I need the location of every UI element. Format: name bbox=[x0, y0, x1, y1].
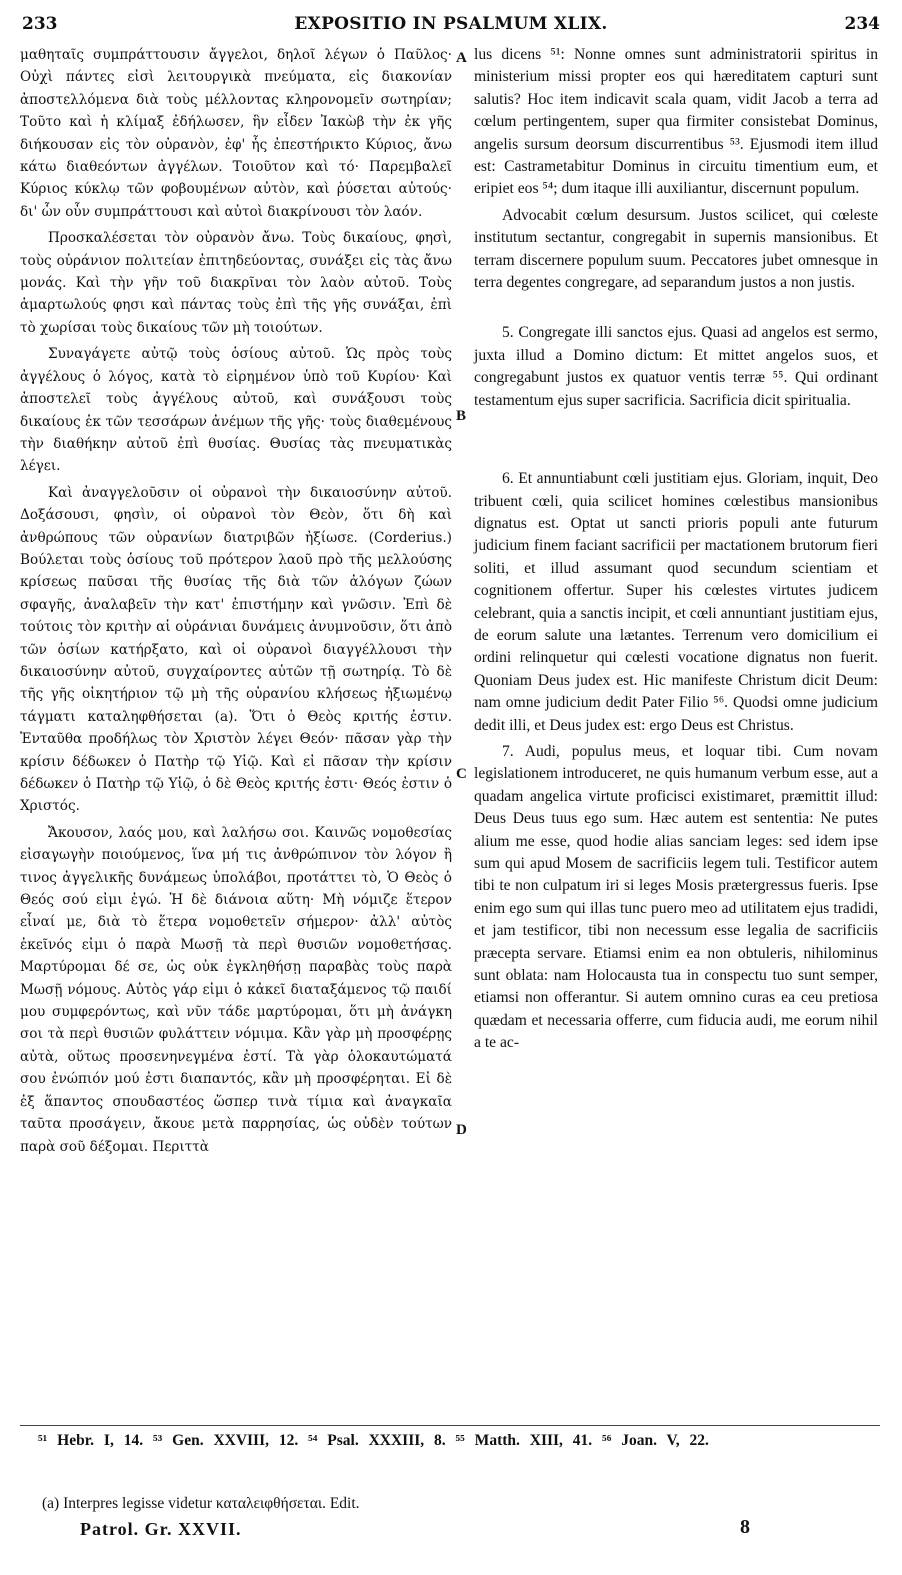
margin-marker-a: A bbox=[456, 50, 467, 66]
latin-paragraph-5: 7. Audi, populus meus, et loquar tibi. Cum novam legislationem introduceret, ne quis humanum verbum esse, aut a quadam angelica virtute proficisci existimaret, præmittit illud: Deus Deus tuus ego sum. Hæc autem est sententia: Ne putes alium me esse, quod hodie alias sanciam leges: sed idem ipse sum qui apud Mosem de sacrificiis legem tuli. Testificor autem tibi te non culpatum iri si leges Mosis prætergressus fueris. Ipse enim ego sum qui illas tunc puero meo ad utilitatem ejus tradidi, et jam testificor, tibi non necessum esse legalia de sacrificiis præcepta servare. Etiamsi enim ea non obtuleris, nihilominus sunt oblata: nam Holocausta tua in conspectu tuo sunt semper, etiamsi non offerantur. Si autem omnino curas ea ceu pretiosa quædam et necessaria offerre, cum fiducia audi, me eorum nihil a te ac- bbox=[474, 742, 878, 1052]
margin-marker-d: D bbox=[456, 1122, 467, 1138]
greek-paragraph-5: Ἄκουσον, λαός μου, καὶ λαλήσω σοι. Καινῶς νομοθεσίας εἰσαγωγὴν ποιούμενος, ἵνα μή τις ἀνθρώπινον τὸν λόγον ἢ τινος ἀγγελικῆς δυνάμεως ὑπολάβοι, προτάττει τὸ, Ὁ Θεὸς ὁ Θεός σού εἰμι ἐγώ. Ἡ δὲ διάνοια αὕτη· Μὴ νόμιζε ἕτερον εἶναί με, διὰ τὸ ἕτερα νομοθετεῖν σήμερον· ἀλλ' αὐτὸς ἐκεῖνός εἰμι ὁ παρὰ Μωσῇ τὰ περὶ θυσιῶν νομοθετήσας. Μαρτύρομαι δέ σε, ὡς οὐκ ἐγκληθήσῃ παραβὰς τοὺς παρὰ Μωσῇ νόμους. Αὐτὸς γάρ εἰμι ὁ κἀκεῖ διαταξάμενος τῷ παιδί μου συμφερόντως, καὶ νῦν τάδε μαρτύρομαι, ὅτι μὴ ἀνάγκη σοι τὰ περὶ θυσιῶν φυλάττειν νόμιμα. Κἂν γὰρ μὴ προσφέρῃς αὐτὰ, οὕτως προσενηνεγμένα ἐστί. Τὰ γὰρ ὁλοκαυτώματά σου ἐνώπιόν μού ἐστι διαπαντός, κἂν μὴ προσφέρηται. Εἰ δὲ ἐξ ἅπαντος σπουδαστέος ὥσπερ τινὰ τίμια καὶ ἀναγκαῖα ταῦτα προσάγειν, ἄκουε μετὰ παρρησίας, ὡς οὐδὲν τούτων παρὰ σοῦ δέξομαι. Περιττὰ bbox=[20, 824, 452, 1155]
greek-column bbox=[20, 44, 452, 1158]
running-title: EXPOSITIO IN PSALMUM XLIX. bbox=[294, 14, 608, 34]
editor-note: (a) Interpres legisse videtur καταλειφθήσεται. Edit. bbox=[42, 1495, 360, 1512]
greek-paragraph-1: μαθηταῖς συμπράττουσιν ἄγγελοι, δηλοῖ λέγων ὁ Παῦλος· Οὐχὶ πάντες εἰσὶ λειτουργικὰ πνεύματα, εἰς διακονίαν ἀποστελλόμενα διὰ τοὺς μέλλοντας κληρονομεῖν σωτηρίαν; Τοῦτο καὶ ἡ κλίμαξ ἐδήλωσεν, ἣν εἶδεν Ἰακὼβ τὴν ἐκ γῆς διήκουσαν εἰς τὸν οὐρανὸν, ἐφ' ἧς ἐπεστήρικτο Κύριος, ἄνω κάτω διαθεόντων ἀγγέλων. Τοιοῦτον καὶ τό· Παρεμβαλεῖ Κύριος κύκλῳ τῶν φοβουμένων αὐτὸν, καὶ ῥύσεται αὐτούς· δι' ὧν οὖν συμπράττουσι καὶ αὐτοὶ διακρίνουσι τὸν λαόν. bbox=[20, 47, 452, 220]
greek-paragraph-3: Συναγάγετε αὐτῷ τοὺς ὁσίους αὐτοῦ. Ὡς πρὸς τοὺς ἀγγέλους ὁ λόγος, κατὰ τὸ εἰρημένον ὑπὸ τοῦ Κυρίου· Καὶ ἀποστελεῖ τοὺς ἀγγέλους αὐτοῦ, καὶ συνάξουσι τοὺς δικαίους ἐκ τῶν τεσσάρων ἀνέμων τῆς γῆς· τοὺς διαθεμένους τὴν διαθήκην αὐτοῦ ἐπὶ θυσίας. Θυσίας τὰς πνευματικὰς λέγει. bbox=[20, 346, 452, 475]
footnote-rule bbox=[20, 1425, 880, 1426]
series-title: Patrol. Gr. XXVII. bbox=[80, 1519, 242, 1539]
footnotes: ⁵¹ Hebr. I, 14. ⁵³ Gen. XXVIII, 12. ⁵⁴ Psal. XXXIII, 8. ⁵⁵ Matth. XIII, 41. ⁵⁶ Joan. V, 22. bbox=[38, 1432, 709, 1449]
running-header bbox=[22, 14, 880, 40]
latin-paragraph-3: 5. Congregate illi sanctos ejus. Quasi ad angelos est sermo, juxta illud a Domino dictum: Et mittet angelos suos, et congregabunt justos ex quatuor ventis terræ ⁵⁵. Qui ordinant testamentum ejus super sacrificia. Sacrificia dicit spiritualia. bbox=[474, 324, 878, 409]
page-number-left: 233 bbox=[22, 14, 58, 34]
signature-mark: 8 bbox=[740, 1516, 750, 1538]
margin-marker-b: B bbox=[456, 408, 467, 424]
latin-paragraph-2: Advocabit cœlum desursum. Justos scilicet, qui cœleste institutum sectantur, congregabit in supernis mansionibus. Et terram discernere populum suum. Peccatores jubet omnesque in terra degentes congregare, ad separandum justos a non justis. bbox=[474, 206, 878, 292]
margin-marker-c: C bbox=[456, 766, 467, 782]
latin-paragraph-4: 6. Et annuntiabunt cœli justitiam ejus. Gloriam, inquit, Deo tribuent cœli, quia scilicet homines cœlestibus mansionibus dignatus est. Optat ut sancti prioris populi ante futurum judicium finem faciant sacrificii per mactationem brutorum fieri soliti, et illud assumant quod secundum scientiam et cognitionem offertur. Super his cœlestes virtutes judicem celebrant, quia a sanctis incipit, et cœli annuntiant justitiam ejus, de eorum salute una lætantes. Terrenum vero domicilium ei ordini relinquetur qui cœlesti vocatione dignatus non fuerit. Quoniam Deus judex est. Hic manifeste Christum dicit Deum: nam omne judicium dedit Pater Filio ⁵⁶. Quodsi omne judicium dedit illi, et Deus judex est: ergo Deus est Christus. bbox=[474, 470, 878, 734]
latin-paragraph-1: lus dicens ⁵¹: Nonne omnes sunt administratorii spiritus in ministerium missi propter eos qui hæreditatem capturi sunt salutis? Hoc item indicavit scala quam, vidit Jacob a terra ad cœlum pertingentem, super qua firmiter consistebat Dominus, angelis sursum deorsum discurrentibus ⁵³. Ejusmodi item illud est: Castrametabitur Dominus in circuitu timentium eum, et eripiet eos ⁵⁴; dum itaque illi auxiliantur, discernunt populum. bbox=[474, 46, 878, 198]
greek-paragraph-4: Καὶ ἀναγγελοῦσιν οἱ οὐρανοὶ τὴν δικαιοσύνην αὐτοῦ. Δοξάσουσι, φησὶν, οἱ οὐρανοὶ τὸν Θεὸν, ὅτι δὴ καὶ ἀνθρώπους τῶν οὐρανίων διατριβῶν ἠξίωσε. (Corderius.) Βούλεται τοὺς ὁσίους τοῦ πρότερον λαοῦ πρὸ τῆς μελλούσης κρίσεως παῦσαι τῆς θυσίας τῆς διὰ τῶν ἀλόγων ζώων σφαγῆς, ἀναλαβεῖν τὴν κατ' ἐπιστήμην καὶ γνῶσιν. Ἐπὶ δὲ τούτοις τὸν κριτὴν αἱ οὐράνιαι δυνάμεις ἀνυμνοῦσιν, ὅτι ἀπὸ τῶν ὁσίων κατήρξατο, καὶ οἱ οὐρανοὶ διαγγέλλουσι τὴν δικαιοσύνην αὐτοῦ, συγχαίροντες αὐτῶν τῇ σωτηρίᾳ. Τὸ δὲ τῆς γῆς οἰκητήριον τῷ μὴ τῆς οὐρανίου κλήσεως ἠξιωμένῳ τάγματι καταληφθήσεται (a). Ὅτι ὁ Θεὸς κριτής ἐστιν. Ἐνταῦθα προδήλως τὸν Χριστὸν λέγει Θεόν· πᾶσαν γὰρ τὴν κρίσιν δέδωκεν ὁ Πατὴρ τῷ Υἱῷ. Καὶ εἰ πᾶσαν τὴν κρίσιν δέδωκεν ὁ Πατὴρ τῷ Υἱῷ, ὁ δὲ Θεὸς κριτής ἐστι· Θεός ἐστιν ὁ Χριστός. bbox=[20, 484, 452, 815]
greek-paragraph-2: Προσκαλέσεται τὸν οὐρανὸν ἄνω. Τοὺς δικαίους, φησὶ, τοὺς οὐράνιον πολιτείαν ἐπιτηδεύοντας, συνάξει εἰς τὰς ἄνω μονάς. Καὶ τὴν γῆν τοῦ διακρῖναι τὸν λαὸν αὐτοῦ. Τοὺς ἁμαρτωλούς φησι καὶ πάντας τοὺς ἐπὶ τῆς γῆς συνάξαι, ἐπὶ τὸ χωρίσαι τοὺς δικαίους τῶν μὴ τοιούτων. bbox=[20, 230, 452, 336]
page-number-right: 234 bbox=[844, 14, 880, 34]
latin-column bbox=[474, 44, 878, 1055]
